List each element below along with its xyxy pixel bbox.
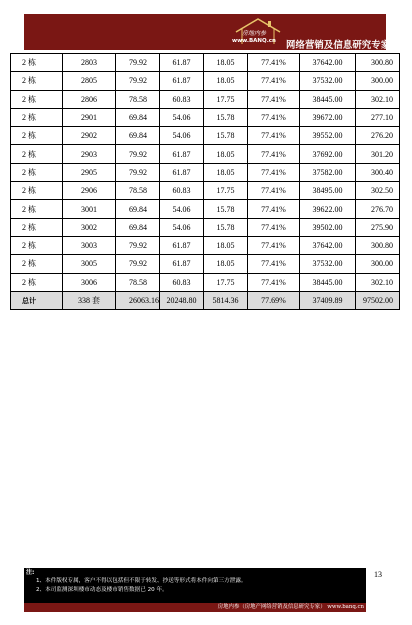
cell-price: 37692.00 xyxy=(300,145,356,163)
table-row xyxy=(11,218,400,236)
cell-unit: 2905 xyxy=(63,163,116,181)
notes-title: 注: xyxy=(26,569,35,576)
cell-inner-area: 54.06 xyxy=(160,218,204,236)
cell-total: 300.00 xyxy=(356,255,400,273)
cell-unit: 3006 xyxy=(63,273,116,291)
cell-price: 37532.00 xyxy=(300,72,356,90)
cell-building: 2 栋 xyxy=(11,200,63,218)
cell-inner-area: 54.06 xyxy=(160,200,204,218)
note-line-1: 1、本件版权专属，客户不得以包括但不限于转发、抄送等形式将本件向第三方泄露。 xyxy=(36,578,247,584)
cell-area: 79.92 xyxy=(116,163,160,181)
cell-shared-area: 18.05 xyxy=(204,163,248,181)
cell-unit: 2903 xyxy=(63,145,116,163)
cell-ratio: 77.41% xyxy=(248,108,300,126)
cell-shared-area: 17.75 xyxy=(204,90,248,108)
cell-unit: 3002 xyxy=(63,218,116,236)
cell-ratio: 77.41% xyxy=(248,218,300,236)
cell-area: 69.84 xyxy=(116,218,160,236)
cell-price: 39502.00 xyxy=(300,218,356,236)
cell-price: 38495.00 xyxy=(300,182,356,200)
cell-inner-area: 61.87 xyxy=(160,145,204,163)
cell-area: 69.84 xyxy=(116,127,160,145)
cell-area: 79.92 xyxy=(116,236,160,254)
cell-unit: 2806 xyxy=(63,90,116,108)
cell-area: 78.58 xyxy=(116,90,160,108)
cell-total: 302.50 xyxy=(356,182,400,200)
page-number: 13 xyxy=(374,570,382,579)
cell-inner-area: 61.87 xyxy=(160,255,204,273)
note-line-2: 2、本司监测深圳楼市动态及楼市销售数据已 20 年。 xyxy=(36,587,168,593)
cell-ratio: 77.41% xyxy=(248,182,300,200)
total-cell-inner-area: 20248.80 xyxy=(160,291,204,309)
cell-inner-area: 54.06 xyxy=(160,127,204,145)
cell-area: 78.58 xyxy=(116,182,160,200)
table-row xyxy=(11,163,400,181)
cell-shared-area: 15.78 xyxy=(204,127,248,145)
cell-total: 276.20 xyxy=(356,127,400,145)
cell-building: 2 栋 xyxy=(11,108,63,126)
cell-building: 2 栋 xyxy=(11,127,63,145)
table-row xyxy=(11,145,400,163)
cell-inner-area: 61.87 xyxy=(160,163,204,181)
table-row xyxy=(11,54,400,72)
cell-unit: 2805 xyxy=(63,72,116,90)
cell-shared-area: 18.05 xyxy=(204,72,248,90)
cell-total: 300.00 xyxy=(356,72,400,90)
cell-ratio: 77.41% xyxy=(248,255,300,273)
table-row xyxy=(11,182,400,200)
cell-unit: 2901 xyxy=(63,108,116,126)
cell-building: 2 栋 xyxy=(11,72,63,90)
cell-building: 2 栋 xyxy=(11,163,63,181)
notes-box xyxy=(24,568,366,604)
cell-area: 79.92 xyxy=(116,145,160,163)
cell-building: 2 栋 xyxy=(11,145,63,163)
cell-building: 2 栋 xyxy=(11,273,63,291)
table-row xyxy=(11,72,400,90)
table-row xyxy=(11,200,400,218)
cell-inner-area: 60.83 xyxy=(160,273,204,291)
total-cell-unit: 338 套 xyxy=(63,291,116,309)
cell-price: 37642.00 xyxy=(300,236,356,254)
cell-total: 301.20 xyxy=(356,145,400,163)
cell-shared-area: 17.75 xyxy=(204,182,248,200)
cell-area: 69.84 xyxy=(116,108,160,126)
cell-price: 39622.00 xyxy=(300,200,356,218)
table-row xyxy=(11,255,400,273)
cell-inner-area: 60.83 xyxy=(160,182,204,200)
cell-ratio: 77.41% xyxy=(248,54,300,72)
cell-building: 2 栋 xyxy=(11,54,63,72)
footer-band: 房地内参（房地产网络营销及信息研究专家） www.banq.cn xyxy=(24,603,366,612)
cell-total: 300.40 xyxy=(356,163,400,181)
cell-ratio: 77.41% xyxy=(248,90,300,108)
header-title: 网络营销及信息研究专家 xyxy=(286,40,391,51)
total-cell-price: 37409.89 xyxy=(300,291,356,309)
cell-price: 37642.00 xyxy=(300,54,356,72)
cell-unit: 2906 xyxy=(63,182,116,200)
cell-area: 79.92 xyxy=(116,255,160,273)
cell-shared-area: 18.05 xyxy=(204,145,248,163)
cell-inner-area: 54.06 xyxy=(160,108,204,126)
table-row xyxy=(11,108,400,126)
table-row xyxy=(11,90,400,108)
cell-price: 39552.00 xyxy=(300,127,356,145)
cell-price: 37532.00 xyxy=(300,255,356,273)
cell-unit: 2803 xyxy=(63,54,116,72)
cell-shared-area: 15.78 xyxy=(204,200,248,218)
total-cell-building: 总计 xyxy=(11,291,63,309)
cell-ratio: 77.41% xyxy=(248,72,300,90)
cell-unit: 3001 xyxy=(63,200,116,218)
cell-price: 38445.00 xyxy=(300,90,356,108)
cell-total: 300.80 xyxy=(356,54,400,72)
total-cell-area: 26063.16 xyxy=(116,291,160,309)
cell-total: 302.10 xyxy=(356,90,400,108)
total-row xyxy=(11,291,400,309)
cell-total: 276.70 xyxy=(356,200,400,218)
cell-ratio: 77.41% xyxy=(248,127,300,145)
cell-area: 79.92 xyxy=(116,72,160,90)
cell-unit: 2902 xyxy=(63,127,116,145)
cell-shared-area: 15.78 xyxy=(204,108,248,126)
cell-ratio: 77.41% xyxy=(248,273,300,291)
cell-inner-area: 61.87 xyxy=(160,72,204,90)
table-row xyxy=(11,127,400,145)
logo-brand-text: 房地内参 xyxy=(242,30,267,37)
cell-area: 78.58 xyxy=(116,273,160,291)
cell-building: 2 栋 xyxy=(11,182,63,200)
cell-shared-area: 17.75 xyxy=(204,273,248,291)
cell-ratio: 77.41% xyxy=(248,163,300,181)
cell-building: 2 栋 xyxy=(11,90,63,108)
cell-ratio: 77.41% xyxy=(248,200,300,218)
table-row xyxy=(11,236,400,254)
cell-inner-area: 61.87 xyxy=(160,54,204,72)
cell-building: 2 栋 xyxy=(11,255,63,273)
cell-ratio: 77.41% xyxy=(248,145,300,163)
total-cell-ratio: 77.69% xyxy=(248,291,300,309)
cell-area: 79.92 xyxy=(116,54,160,72)
cell-shared-area: 15.78 xyxy=(204,218,248,236)
cell-shared-area: 18.05 xyxy=(204,255,248,273)
table-row xyxy=(11,273,400,291)
sales-table xyxy=(10,53,400,310)
cell-total: 302.10 xyxy=(356,273,400,291)
cell-price: 38445.00 xyxy=(300,273,356,291)
cell-price: 39672.00 xyxy=(300,108,356,126)
cell-inner-area: 60.83 xyxy=(160,90,204,108)
cell-shared-area: 18.05 xyxy=(204,236,248,254)
cell-building: 2 栋 xyxy=(11,236,63,254)
cell-total: 275.90 xyxy=(356,218,400,236)
total-cell-shared-area: 5814.36 xyxy=(204,291,248,309)
cell-ratio: 77.41% xyxy=(248,236,300,254)
cell-total: 277.10 xyxy=(356,108,400,126)
cell-area: 69.84 xyxy=(116,200,160,218)
cell-price: 37582.00 xyxy=(300,163,356,181)
logo-domain-text: www.BANQ.cn xyxy=(232,38,276,44)
total-cell-total: 97502.00 xyxy=(356,291,400,309)
cell-unit: 3003 xyxy=(63,236,116,254)
cell-total: 300.80 xyxy=(356,236,400,254)
cell-unit: 3005 xyxy=(63,255,116,273)
cell-shared-area: 18.05 xyxy=(204,54,248,72)
cell-building: 2 栋 xyxy=(11,218,63,236)
cell-inner-area: 61.87 xyxy=(160,236,204,254)
